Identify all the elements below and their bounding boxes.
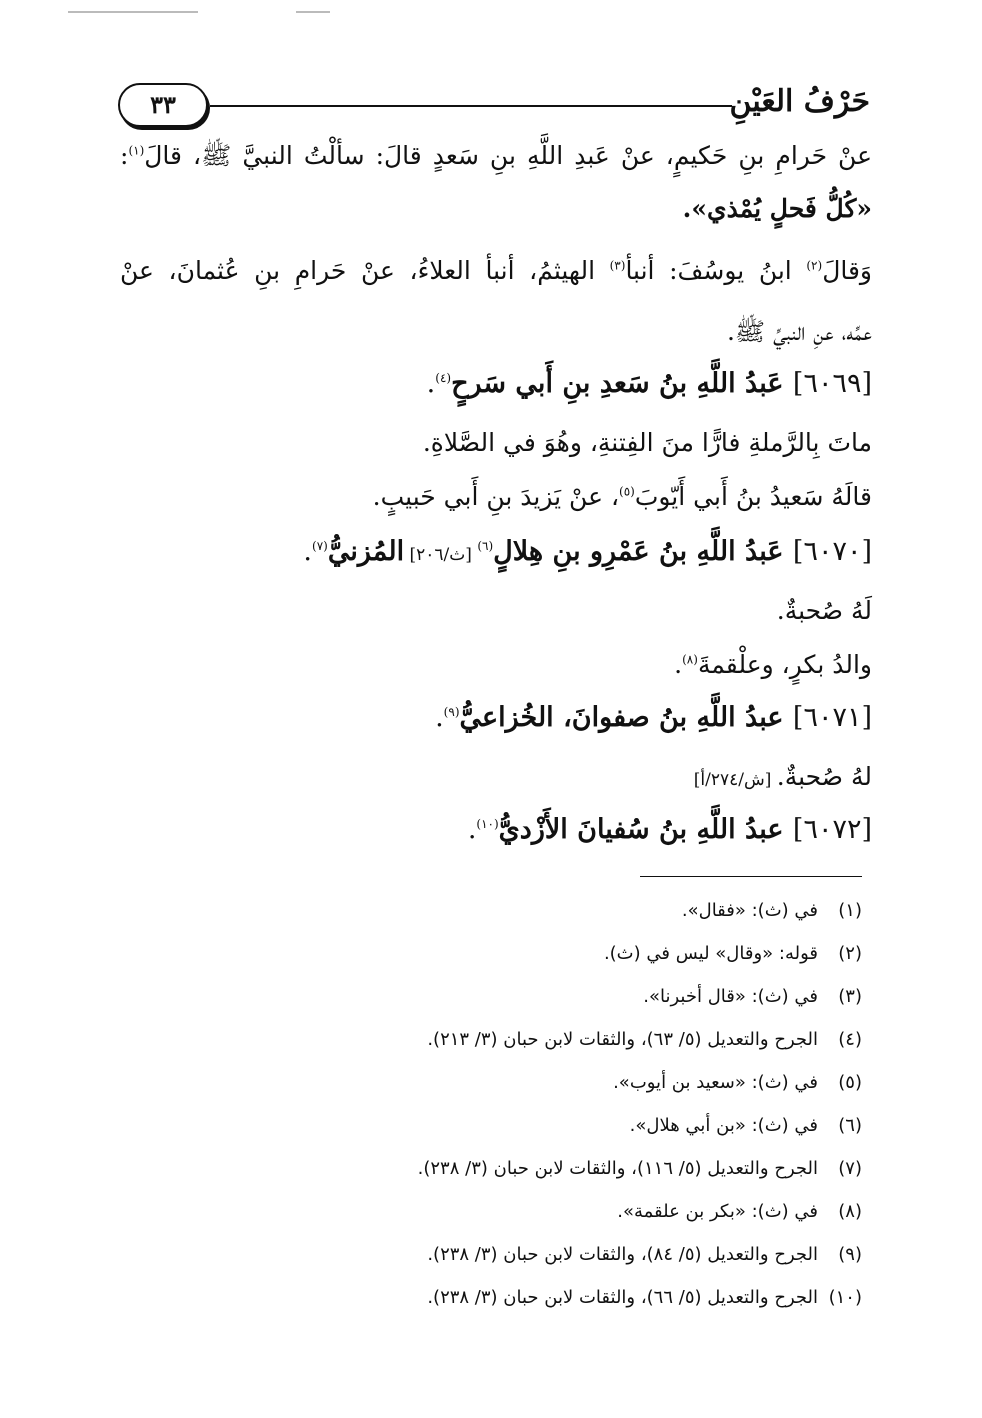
text-run: :	[120, 141, 129, 170]
page-header	[118, 78, 870, 136]
text-run: الهيثمُ، أنبأ العلاءُ، عنْ حَرامِ بنِ عُثمانَ، عنْ	[120, 256, 610, 285]
manuscript-ref: [ث/٢٠٦]	[404, 545, 478, 565]
footnote-text: في (ث): «بن أبي هلال».	[629, 1115, 818, 1136]
footnote	[427, 1029, 862, 1050]
paragraph-line	[120, 256, 872, 285]
footnote-ref: (٧)	[312, 539, 328, 553]
footnote-number: (٢)	[838, 943, 862, 964]
footnote-text: الجرح والتعديل (٥/ ٨٤)، والثقات لابن حبان (٣/ ٢٣٨).	[427, 1244, 818, 1265]
entry-heading-6071	[435, 702, 872, 733]
footnote	[643, 986, 862, 1007]
entry-line: ماتَ بِالرَّملةِ فارًّا منَ الفِتنةِ، وهُوَ في الصَّلاةِ.	[422, 428, 872, 457]
footnote-ref: (٩)	[443, 705, 460, 719]
footnote	[427, 1287, 862, 1308]
footnote-ref: (٢)	[806, 258, 823, 273]
footnote-number: (٤)	[838, 1029, 862, 1050]
entry-number: [٦٠٧٠]	[792, 536, 872, 567]
footnote-ref: (٤)	[435, 371, 452, 385]
paragraph-line	[120, 140, 872, 177]
footnote-number: (١٠)	[828, 1287, 862, 1308]
footnote	[613, 1072, 862, 1093]
text-run: .	[674, 650, 683, 679]
entry-line	[373, 482, 872, 511]
text-run: قالَهُ سَعيدُ بنُ أَبي أَيّوبَ	[634, 482, 872, 511]
footnote-number: (٧)	[838, 1158, 862, 1179]
text-run: ابنُ يوسُفَ: أنبأ	[625, 256, 807, 285]
text-run: لهُ صُحبةٌ.	[776, 762, 872, 791]
footnote-text: قوله: «وقال» ليس في (ث).	[603, 943, 818, 964]
footnote	[682, 900, 862, 921]
entry-number: [٦٠٦٩]	[792, 368, 872, 399]
footnote-ref: (١٠)	[476, 817, 499, 831]
footnote-ref: (١)	[128, 143, 145, 158]
text-run: وَقالَ	[822, 256, 872, 285]
footnote-text: في (ث): «قال أخبرنا».	[643, 986, 818, 1007]
entry-name: عَبدُ اللَّهِ بنُ عَمْرِو بنِ هِلالٍ	[493, 536, 793, 567]
entry-number: [٦٠٧٢]	[792, 814, 872, 845]
footnote	[427, 1244, 862, 1265]
footnote-number: (٩)	[838, 1244, 862, 1265]
entry-heading-6069	[427, 368, 872, 399]
footnote-text: الجرح والتعديل (٥/ ٦٣)، والثقات لابن حبان (٣/ ٢١٣).	[427, 1029, 818, 1050]
entry-name: عبدُ اللَّهِ بنُ صفوانَ، الخُزاعيُّ	[459, 702, 793, 733]
chapter-title: حَرْفُ العَيْنِ	[729, 84, 870, 119]
footnote-text: في (ث): «بكر بن علقمة».	[617, 1201, 818, 1222]
entry-number: [٦٠٧١]	[792, 702, 872, 733]
footnote	[617, 1201, 862, 1222]
text-run: ، عنْ يَزيدَ بنِ أَبي حَبيبٍ.	[372, 482, 620, 511]
text-run: .	[467, 814, 477, 845]
header-rule	[210, 105, 732, 107]
hadith-quote: «كُلُّ فَحلٍ يُمْذي».	[682, 194, 872, 223]
footnote	[418, 1158, 862, 1179]
page-number-badge: ٣٣	[118, 83, 208, 127]
manuscript-ref: [ش/٢٧٤/أ]	[693, 770, 777, 790]
footnote-text: الجرح والتعديل (٥/ ٦٦)، والثقات لابن حبان (٣/ ٢٣٨).	[427, 1287, 818, 1308]
entry-name: عَبدُ اللَّهِ بنُ سَعدِ بنِ أَبي سَرحٍ	[451, 368, 793, 399]
footnote-ref: (٥)	[619, 484, 635, 499]
entry-line: لَهُ صُحبةٌ.	[776, 596, 872, 625]
footnote-number: (٦)	[838, 1115, 862, 1136]
footnote-text: الجرح والتعديل (٥/ ١١٦)، والثقات لابن حبان (٣/ ٢٣٨).	[417, 1158, 818, 1179]
text-run: .	[303, 536, 312, 567]
footnote	[630, 1115, 862, 1136]
footnote-number: (١)	[838, 900, 862, 921]
text-run: عنْ حَرامِ بنِ حَكيمٍ، عنْ عَبدِ اللَّهِ بنِ سَعدٍ قالَ: سألْتُ النبيَّ ﷺ، قالَ	[144, 141, 872, 170]
entry-line	[694, 762, 872, 791]
entry-name: عبدُ اللَّهِ بنُ سُفيانَ الأَزْديُّ	[498, 814, 793, 845]
footnote-ref: (٨)	[682, 652, 698, 667]
footnote-number: (٣)	[838, 986, 862, 1007]
footnote-number: (٨)	[838, 1201, 862, 1222]
entry-line	[674, 650, 872, 679]
text-run: .	[426, 368, 436, 399]
footnote-text: في (ث): «سعيد بن أيوب».	[613, 1072, 818, 1093]
footnote-ref: (٦)	[477, 539, 494, 553]
footnote-separator	[640, 876, 862, 877]
entry-nisba: المُزنيُّ	[327, 536, 405, 567]
paragraph-line: عمِّه، عنِ النبيِّ ﷺ.	[726, 317, 872, 346]
entry-heading-6070	[303, 536, 872, 567]
footnote	[604, 943, 862, 964]
footnote-text: في (ث): «فقال».	[681, 900, 818, 921]
scan-artifact-marks	[0, 10, 982, 14]
text-run: والدُ بكرٍ، وعلْقمةَ	[697, 650, 872, 679]
entry-heading-6072	[468, 814, 872, 845]
text-run: .	[435, 702, 444, 733]
footnote-ref: (٣)	[609, 258, 626, 273]
footnote-number: (٥)	[838, 1072, 862, 1093]
